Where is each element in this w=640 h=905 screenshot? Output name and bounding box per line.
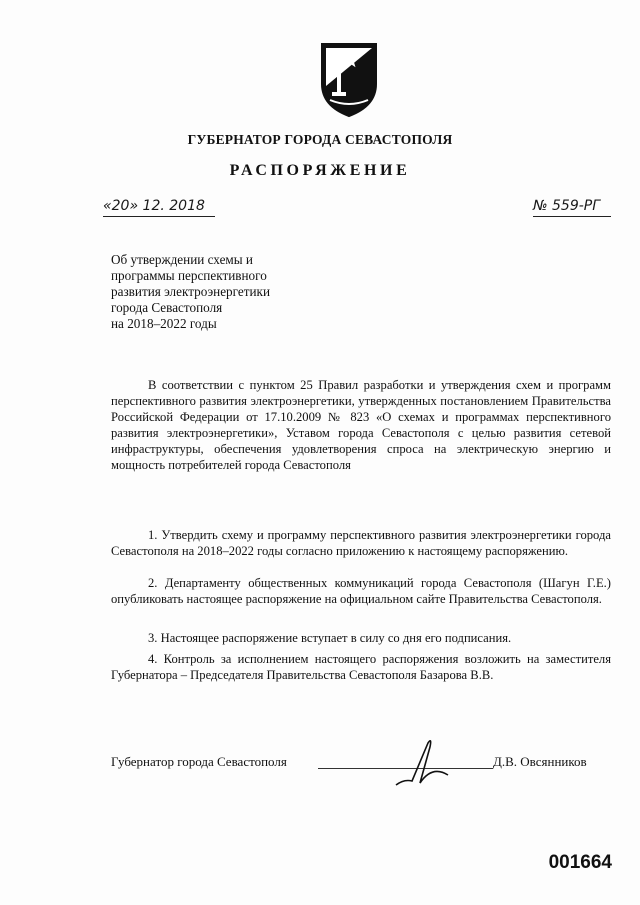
subject-line: программы перспективного <box>111 268 267 283</box>
signatory-name: Д.В. Овсянников <box>493 754 587 769</box>
order-item-2: 2. Департаменту общественных коммуникаций города Севастополя (Шагун Г.Е.) опубликовать настоящее распоряжение на официальном сайте Правительства Севастополя. <box>111 576 611 606</box>
document-number: № 559-РГ <box>533 198 611 217</box>
coat-of-arms-icon <box>318 40 380 118</box>
document-type-title: РАСПОРЯЖЕНИЕ <box>229 162 411 179</box>
order-item-4: 4. Контроль за исполнением настоящего распоряжения возложить на заместителя Губернатора – Председателя Правительства Севастополя Базарова В.В. <box>111 652 611 682</box>
order-item-3: 3. Настоящее распоряжение вступает в силу со дня его подписания. <box>148 631 512 645</box>
subject-line: города Севастополя <box>111 300 223 315</box>
subject-line: на 2018–2022 годы <box>111 316 217 331</box>
document-date-text: «20» 12. 2018 <box>103 198 205 214</box>
document-date <box>103 198 215 217</box>
document-subject <box>111 252 270 332</box>
signatory-title: Губернатор города Севастополя <box>111 754 287 769</box>
handwritten-signature <box>392 735 452 790</box>
serial-number: 001664 <box>548 852 612 873</box>
subject-line: развития электроэнергетики <box>111 284 271 299</box>
preamble-paragraph: В соответствии с пунктом 25 Правил разработки и утверждения схем и программ перспективного развития электроэнергетики, утвержденных постановлением Правительства Российской Федерации от 17.10.2009 № 823 «О схемах и программах перспективного развития электроэнергетики», Уставом города Севастополя с целью развития сетевой инфраструктуры, обеспечения удовлетворения спроса на электрическую энергию и мощность потребителей города Севастополя <box>111 378 611 472</box>
order-item-1: 1. Утвердить схему и программу перспективного развития электроэнергетики города Севастополя на 2018–2022 годы согласно приложению к настоящему распоряжению. <box>111 528 611 558</box>
issuing-authority: ГУБЕРНАТОР ГОРОДА СЕВАСТОПОЛЯ <box>187 132 453 147</box>
subject-line: Об утверждении схемы и <box>111 252 253 267</box>
